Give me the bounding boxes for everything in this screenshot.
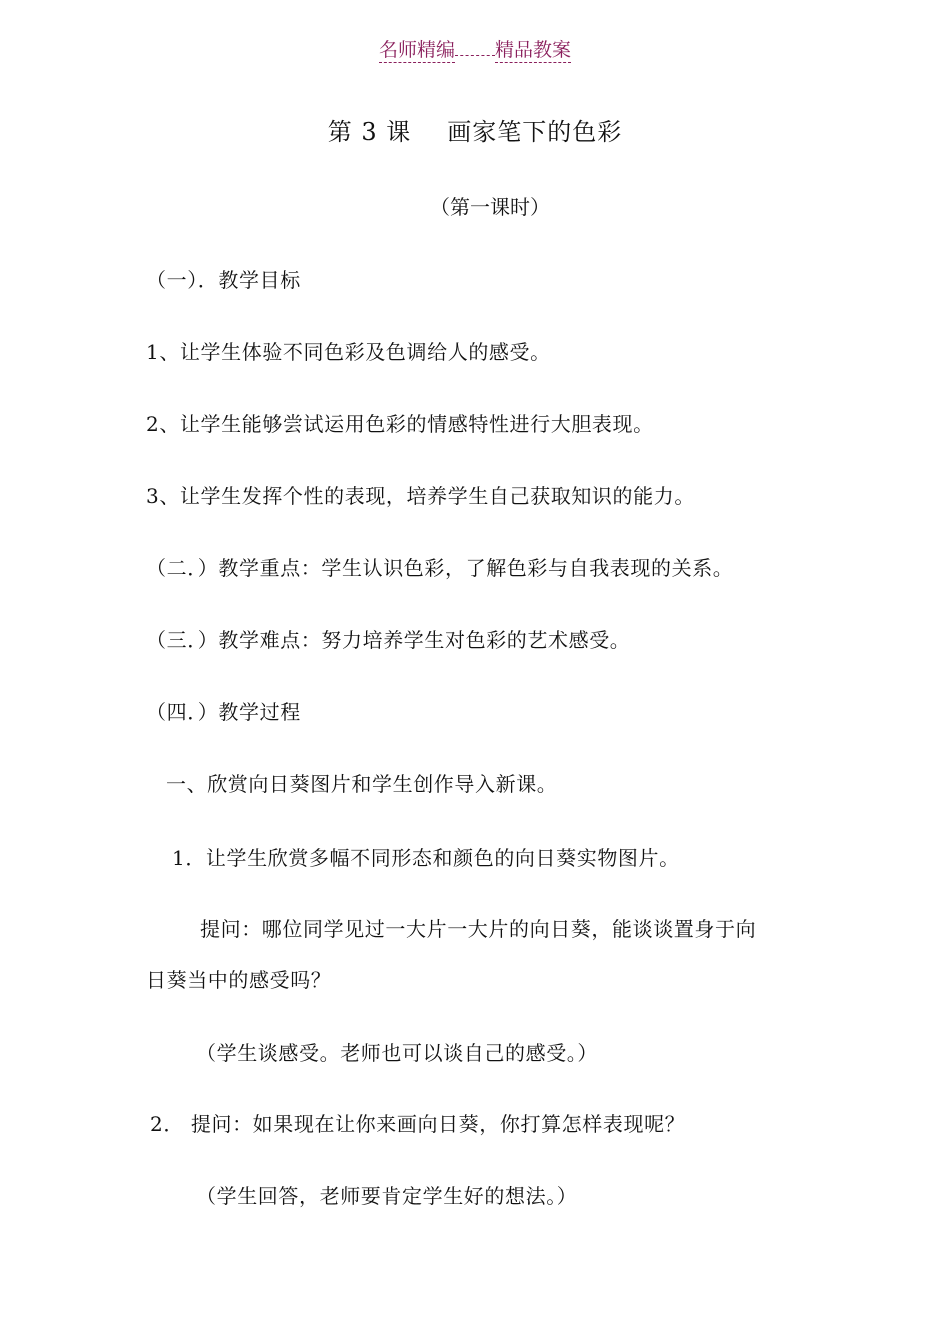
goal-1: 1、让学生体验不同色彩及色调给人的感受。 [146, 340, 551, 364]
header-left-label: 名师精编 [378, 39, 455, 61]
step-one: 一、欣赏向日葵图片和学生创作导入新课。 [166, 772, 558, 796]
lesson-title [0, 116, 950, 148]
key-point: （二．）教学重点：学生认识色彩，了解色彩与自我表现的关系。 [146, 556, 734, 580]
lesson-period: （第一课时） [430, 195, 550, 219]
lesson-name: 画家笔下的色彩 [447, 118, 623, 146]
header-gap-line [455, 37, 495, 56]
step-2: 2． 提问：如果现在让你来画向日葵，你打算怎样表现呢？ [150, 1112, 686, 1136]
goal-3: 3、让学生发挥个性的表现，培养学生自己获取知识的能力。 [146, 484, 695, 508]
goals-heading: （一）．教学目标 [146, 268, 301, 292]
process-heading: （四．）教学过程 [146, 700, 301, 724]
header-right-label: 精品教案 [495, 39, 572, 61]
answer-2: （学生回答，老师要肯定学生好的想法。） [196, 1184, 578, 1208]
answer-1: （学生谈感受。老师也可以谈自己的感受。） [196, 1041, 598, 1065]
lesson-number: 第 3 课 [327, 118, 412, 146]
page-header [0, 37, 950, 63]
step-1: 1．让学生欣赏多幅不同形态和颜色的向日葵实物图片。 [172, 846, 680, 870]
goal-2: 2、让学生能够尝试运用色彩的情感特性进行大胆表现。 [146, 412, 654, 436]
question-1-line-2: 日葵当中的感受吗？ [146, 968, 332, 992]
difficulty-point: （三．）教学难点：努力培养学生对色彩的艺术感受。 [146, 628, 631, 652]
question-1-line-1: 提问：哪位同学见过一大片一大片的向日葵，能谈谈置身于向 [200, 917, 757, 941]
